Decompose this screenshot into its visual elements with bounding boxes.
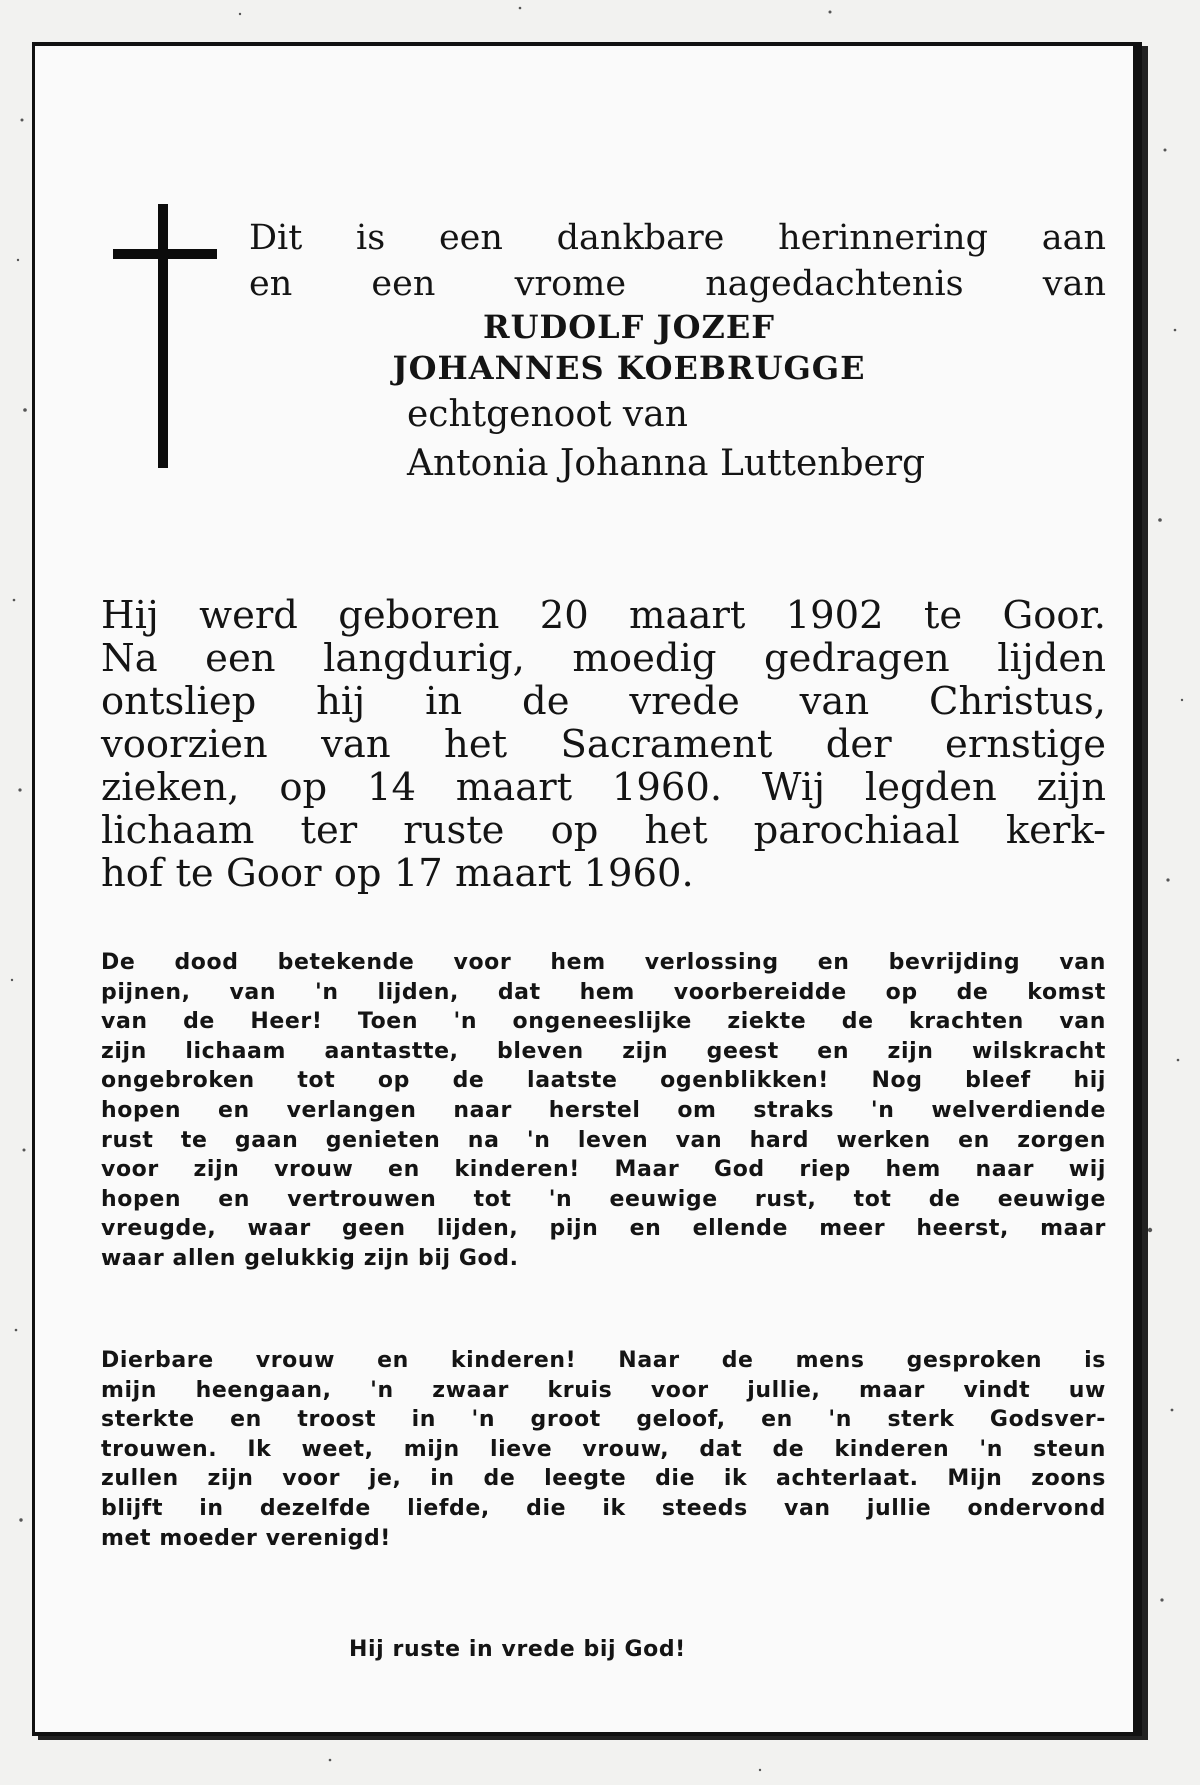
latin-cross-icon [158, 204, 168, 468]
deceased-name-line-2: JOHANNES KOEBRUGGE [392, 349, 866, 387]
paragraph-line: voor zijn vrouw en kinderen! Maar God riep hem naar wij [101, 1157, 1106, 1183]
paragraph-line: hopen en vertrouwen tot 'n eeuwige rust, tot de eeuwige [101, 1186, 1106, 1212]
paragraph-line: rust te gaan genieten na 'n leven van hard werken en zorgen [101, 1127, 1106, 1153]
memorial-card [32, 42, 1142, 1736]
paragraph-line: ongebroken tot op de laatste ogenblikken! Nog bleef hij [101, 1068, 1106, 1094]
paragraph-line: sterkte en troost in 'n groot geloof, en 'n sterk Godsver- [101, 1407, 1106, 1433]
paragraph-line: Dierbare vrouw en kinderen! Naar de mens gesproken is [101, 1348, 1106, 1373]
paragraph-family [101, 1346, 1106, 1553]
closing-blessing: Hij ruste in vrede bij God! [349, 1637, 686, 1662]
paragraph-line: vreugde, waar geen lijden, pijn en ellende meer heerst, maar [101, 1216, 1106, 1242]
biography-line: ontsliep hij in de vrede van Christus, [101, 679, 1106, 724]
paragraph-line: waar allen gelukkig zijn bij God. [101, 1245, 519, 1271]
paragraph-line: zijn lichaam aantastte, bleven zijn geest en zijn wilskracht [101, 1038, 1106, 1064]
biography-line: voorzien van het Sacrament der ernstige [101, 722, 1106, 767]
paragraph-line: zullen zijn voor je, in de leegte die ik achterlaat. Mijn zoons [101, 1466, 1106, 1492]
paragraph-line: trouwen. Ik weet, mijn lieve vrouw, dat de kinderen 'n steun [101, 1436, 1106, 1462]
intro-line-1: Dit is een dankbare herinnering aan [249, 218, 1106, 258]
biography-line: Na een langdurig, moedig gedragen lijden [101, 636, 1106, 681]
biography-line: Hij werd geboren 20 maart 1902 te Goor. [101, 593, 1106, 638]
spouse-relation: echtgenoot van [407, 394, 688, 435]
paragraph-line: mijn heengaan, 'n zwaar kruis voor jullie, maar vindt uw [101, 1377, 1106, 1403]
paragraph-line: blijft in dezelfde liefde, die ik steeds van jullie ondervond [101, 1495, 1106, 1521]
biography-line: lichaam ter ruste op het parochiaal kerk- [101, 808, 1106, 853]
paragraph-line: hopen en verlangen naar herstel om straks 'n welverdiende [101, 1097, 1106, 1123]
paragraph-line: De dood betekende voor hem verlossing en bevrijding van [101, 950, 1106, 975]
paragraph-farewell [101, 948, 1106, 1274]
deceased-name-line-1: RUDOLF JOZEF [483, 308, 775, 346]
intro-line-2: en een vrome nagedachtenis van [249, 264, 1106, 304]
paragraph-line: van de Heer! Toen 'n ongeneeslijke ziekte de krachten van [101, 1009, 1106, 1035]
biography-line: hof te Goor op 17 maart 1960. [101, 851, 694, 896]
paragraph-line: met moeder verenigd! [101, 1525, 391, 1551]
biography-line: zieken, op 14 maart 1960. Wij legden zijn [101, 765, 1106, 810]
biography [101, 594, 1106, 895]
latin-cross-icon-bar [113, 249, 217, 259]
paragraph-line: pijnen, van 'n lijden, dat hem voorbereidde op de komst [101, 979, 1106, 1005]
spouse-name: Antonia Johanna Luttenberg [407, 443, 926, 484]
